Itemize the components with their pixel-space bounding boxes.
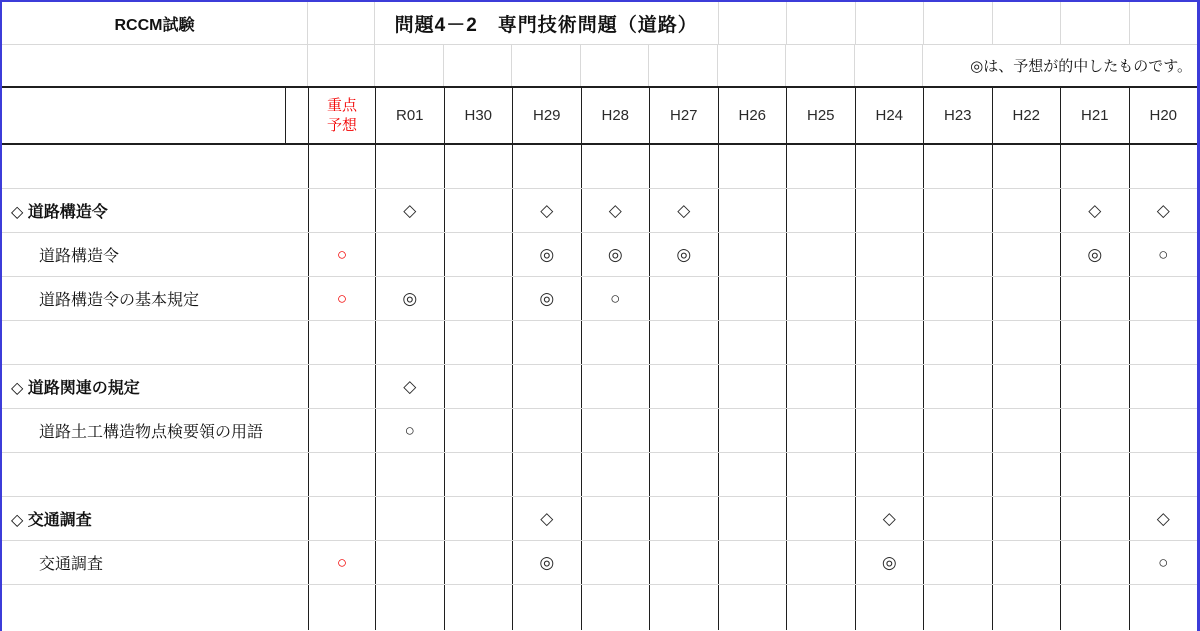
grid-cell[interactable] (786, 2, 855, 44)
cell-R01[interactable]: ◇ (375, 365, 444, 408)
cell-H30[interactable] (444, 453, 513, 496)
year-header-H21[interactable]: H21 (1060, 88, 1129, 143)
cell-H28[interactable] (581, 409, 650, 452)
cell-H22[interactable] (992, 365, 1061, 408)
cell-H20[interactable] (1129, 277, 1198, 320)
cell-H26[interactable] (718, 541, 787, 584)
grid-cell[interactable] (855, 2, 924, 44)
cell-H26[interactable] (718, 585, 787, 630)
cell-H28[interactable]: ○ (581, 277, 650, 320)
cell-H24[interactable] (855, 145, 924, 188)
cell-H25[interactable] (786, 189, 855, 232)
table-row (2, 277, 1197, 321)
row-label[interactable] (2, 321, 308, 364)
corner-cell[interactable] (2, 88, 285, 143)
row-label[interactable]: 道路構造令の基本規定 (39, 292, 200, 309)
cell-H22[interactable] (992, 409, 1061, 452)
grid-cell[interactable] (285, 88, 308, 143)
cell-H22[interactable] (992, 145, 1061, 188)
cell-juten[interactable]: ○ (308, 277, 375, 320)
cell-juten[interactable]: ○ (308, 233, 375, 276)
year-header-H24[interactable]: H24 (855, 88, 924, 143)
row-label[interactable] (2, 585, 308, 630)
note-row (2, 45, 1197, 86)
cell-R01[interactable] (375, 541, 444, 584)
cell-H23[interactable] (923, 365, 992, 408)
cell-juten[interactable] (308, 321, 375, 364)
cell-H27[interactable] (649, 277, 718, 320)
year-header-R01[interactable]: R01 (375, 88, 444, 143)
cell-H25[interactable] (786, 365, 855, 408)
cell-H25[interactable] (786, 277, 855, 320)
cell-H30[interactable] (444, 365, 513, 408)
cell-H25[interactable] (786, 145, 855, 188)
cell-H30[interactable] (444, 541, 513, 584)
cell-H23[interactable] (923, 541, 992, 584)
cell-H24[interactable] (855, 409, 924, 452)
cell-R01[interactable] (375, 585, 444, 630)
grid-cell[interactable] (923, 2, 992, 44)
year-header-H26[interactable]: H26 (718, 88, 787, 143)
cell-H20[interactable] (1129, 585, 1198, 630)
cell-H26[interactable] (718, 277, 787, 320)
row-label[interactable]: 道路土工構造物点検要領の用語 (39, 424, 264, 441)
table-row (2, 365, 1197, 409)
cell-H23[interactable] (923, 585, 992, 630)
cell-H25[interactable] (786, 409, 855, 452)
cell-H21[interactable] (1060, 321, 1129, 364)
table-row (2, 453, 1197, 497)
cell-H30[interactable] (444, 189, 513, 232)
cell-H30[interactable] (444, 233, 513, 276)
cell-H21[interactable] (1060, 145, 1129, 188)
grid-cell[interactable] (2, 45, 308, 86)
cell-H22[interactable] (992, 541, 1061, 584)
cell-H27[interactable] (649, 585, 718, 630)
cell-H22[interactable] (992, 497, 1061, 540)
cell-H30[interactable] (444, 497, 513, 540)
cell-H26[interactable] (718, 453, 787, 496)
cell-H22[interactable] (992, 189, 1061, 232)
cell-H22[interactable] (992, 233, 1061, 276)
cell-R01[interactable] (375, 453, 444, 496)
cell-H29[interactable] (512, 321, 581, 364)
year-header-H27[interactable]: H27 (649, 88, 718, 143)
cell-juten[interactable] (308, 189, 375, 232)
table-row (2, 585, 1197, 630)
cell-H21[interactable] (1060, 453, 1129, 496)
cell-H26[interactable] (718, 365, 787, 408)
cell-H20[interactable]: ○ (1129, 233, 1198, 276)
table-row (2, 233, 1197, 277)
cell-H21[interactable] (1060, 497, 1129, 540)
table-body (2, 145, 1197, 630)
year-header-H30[interactable]: H30 (444, 88, 513, 143)
cell-juten[interactable] (308, 145, 375, 188)
row-label[interactable] (2, 453, 308, 496)
cell-H23[interactable] (923, 189, 992, 232)
cell-juten[interactable] (308, 409, 375, 452)
grid-cell[interactable] (718, 2, 787, 44)
row-label[interactable]: ◇ 道路構造令 (11, 204, 108, 221)
cell-H22[interactable] (992, 321, 1061, 364)
grid-cell[interactable] (786, 45, 855, 86)
juten-line1: 重点 (326, 97, 357, 114)
cell-R01[interactable] (375, 321, 444, 364)
cell-H24[interactable] (855, 277, 924, 320)
cell-H23[interactable] (923, 145, 992, 188)
cell-juten[interactable] (308, 365, 375, 408)
cell-H20[interactable] (1129, 145, 1198, 188)
juten-yosou-header[interactable] (308, 88, 375, 143)
cell-H30[interactable] (444, 145, 513, 188)
cell-H30[interactable] (444, 585, 513, 630)
grid-cell[interactable] (1060, 2, 1129, 44)
cell-H28[interactable]: ◎ (581, 233, 650, 276)
cell-H22[interactable] (992, 453, 1061, 496)
table-row (2, 321, 1197, 365)
cell-H23[interactable] (923, 497, 992, 540)
cell-H22[interactable] (992, 277, 1061, 320)
cell-H21[interactable] (1060, 585, 1129, 630)
cell-H27[interactable] (649, 453, 718, 496)
cell-H26[interactable] (718, 497, 787, 540)
cell-H26[interactable] (718, 233, 787, 276)
cell-H28[interactable] (581, 541, 650, 584)
cell-H21[interactable] (1060, 409, 1129, 452)
cell-H20[interactable] (1129, 321, 1198, 364)
cell-H24[interactable] (855, 365, 924, 408)
cell-H21[interactable] (1060, 277, 1129, 320)
cell-H28[interactable] (581, 145, 650, 188)
main-title-cell[interactable]: 問題4－2 専門技術問題（道路） (394, 14, 698, 36)
cell-juten[interactable]: ○ (308, 541, 375, 584)
grid-cell[interactable] (375, 45, 444, 86)
cell-H20[interactable]: ◇ (1129, 189, 1198, 232)
cell-juten[interactable] (308, 585, 375, 630)
cell-R01[interactable] (375, 145, 444, 188)
year-header-H22[interactable]: H22 (992, 88, 1061, 143)
year-header-H20[interactable]: H20 (1129, 88, 1198, 143)
cell-H27[interactable] (649, 145, 718, 188)
year-header-H29[interactable]: H29 (512, 88, 581, 143)
cell-juten[interactable] (308, 453, 375, 496)
grid-cell[interactable] (855, 45, 924, 86)
cell-H30[interactable] (444, 409, 513, 452)
cell-H23[interactable] (923, 453, 992, 496)
cell-H25[interactable] (786, 453, 855, 496)
grid-cell[interactable] (1129, 2, 1198, 44)
cell-H30[interactable] (444, 321, 513, 364)
cell-H23[interactable] (923, 233, 992, 276)
cell-H29[interactable] (512, 409, 581, 452)
year-header-H23[interactable]: H23 (923, 88, 992, 143)
table-row (2, 409, 1197, 453)
cell-H27[interactable]: ◎ (649, 233, 718, 276)
cell-H25[interactable] (786, 321, 855, 364)
row-label[interactable] (2, 145, 308, 188)
cell-H29[interactable] (512, 453, 581, 496)
cell-H29[interactable] (512, 365, 581, 408)
grid-cell[interactable] (444, 45, 513, 86)
cell-H29[interactable]: ◇ (512, 497, 581, 540)
cell-H29[interactable] (512, 145, 581, 188)
cell-H24[interactable] (855, 233, 924, 276)
title-row (2, 2, 1197, 45)
cell-H21[interactable] (1060, 365, 1129, 408)
cell-H27[interactable] (649, 541, 718, 584)
cell-H29[interactable]: ◎ (512, 233, 581, 276)
cell-H29[interactable]: ◎ (512, 277, 581, 320)
cell-R01[interactable]: ◇ (375, 189, 444, 232)
cell-H26[interactable] (718, 189, 787, 232)
grid-cell[interactable] (308, 45, 375, 86)
cell-H24[interactable]: ◇ (855, 497, 924, 540)
cell-H27[interactable] (649, 409, 718, 452)
table-row (2, 189, 1197, 233)
cell-H24[interactable] (855, 585, 924, 630)
cell-H29[interactable]: ◇ (512, 189, 581, 232)
cell-H25[interactable] (786, 233, 855, 276)
cell-H23[interactable] (923, 321, 992, 364)
cell-R01[interactable] (375, 497, 444, 540)
year-header-H28[interactable]: H28 (581, 88, 650, 143)
cell-H26[interactable] (718, 145, 787, 188)
cell-H27[interactable] (649, 497, 718, 540)
table-row (2, 497, 1197, 541)
cell-H20[interactable] (1129, 453, 1198, 496)
cell-R01[interactable]: ○ (375, 409, 444, 452)
cell-H20[interactable]: ◇ (1129, 497, 1198, 540)
cell-H21[interactable]: ◎ (1060, 233, 1129, 276)
cell-H20[interactable] (1129, 409, 1198, 452)
cell-H25[interactable] (786, 585, 855, 630)
cell-H20[interactable]: ○ (1129, 541, 1198, 584)
juten-line2: 予想 (326, 116, 357, 134)
legend-note[interactable]: ◎は、予想が的中したものです。 (970, 58, 1192, 75)
cell-H27[interactable]: ◇ (649, 189, 718, 232)
cell-H24[interactable] (855, 453, 924, 496)
cell-H25[interactable] (786, 541, 855, 584)
cell-H24[interactable] (855, 189, 924, 232)
cell-H28[interactable] (581, 321, 650, 364)
cell-H22[interactable] (992, 585, 1061, 630)
table-row (2, 541, 1197, 585)
year-header-H25[interactable]: H25 (786, 88, 855, 143)
cell-R01[interactable]: ◎ (375, 277, 444, 320)
cell-H28[interactable] (581, 365, 650, 408)
cell-H28[interactable]: ◇ (581, 189, 650, 232)
row-label[interactable]: ◇ 交通調査 (11, 512, 92, 529)
cell-H26[interactable] (718, 321, 787, 364)
grid-cell[interactable] (581, 45, 650, 86)
row-label[interactable]: 交通調査 (39, 556, 104, 573)
cell-H20[interactable] (1129, 365, 1198, 408)
table-row (2, 145, 1197, 189)
grid-cell[interactable] (649, 45, 718, 86)
cell-H28[interactable] (581, 453, 650, 496)
grid-cell[interactable] (512, 45, 581, 86)
cell-H29[interactable]: ◎ (512, 541, 581, 584)
cell-H24[interactable]: ◎ (855, 541, 924, 584)
row-label[interactable]: 道路構造令 (39, 248, 120, 265)
rccm-title-cell[interactable]: RCCM試験 (2, 2, 308, 44)
cell-H29[interactable] (512, 585, 581, 630)
cell-H26[interactable] (718, 409, 787, 452)
grid-cell[interactable] (308, 2, 375, 44)
cell-H28[interactable] (581, 585, 650, 630)
cell-H27[interactable] (649, 321, 718, 364)
cell-H21[interactable] (1060, 541, 1129, 584)
grid-cell[interactable] (992, 2, 1061, 44)
cell-juten[interactable] (308, 497, 375, 540)
row-label[interactable]: ◇ 道路関連の規定 (11, 380, 140, 397)
cell-R01[interactable] (375, 233, 444, 276)
grid-cell[interactable] (718, 45, 787, 86)
cell-H24[interactable] (855, 321, 924, 364)
cell-H27[interactable] (649, 365, 718, 408)
header-row (2, 86, 1197, 145)
cell-H25[interactable] (786, 497, 855, 540)
cell-H23[interactable] (923, 277, 992, 320)
cell-H28[interactable] (581, 497, 650, 540)
cell-H23[interactable] (923, 409, 992, 452)
cell-H30[interactable] (444, 277, 513, 320)
cell-H21[interactable]: ◇ (1060, 189, 1129, 232)
